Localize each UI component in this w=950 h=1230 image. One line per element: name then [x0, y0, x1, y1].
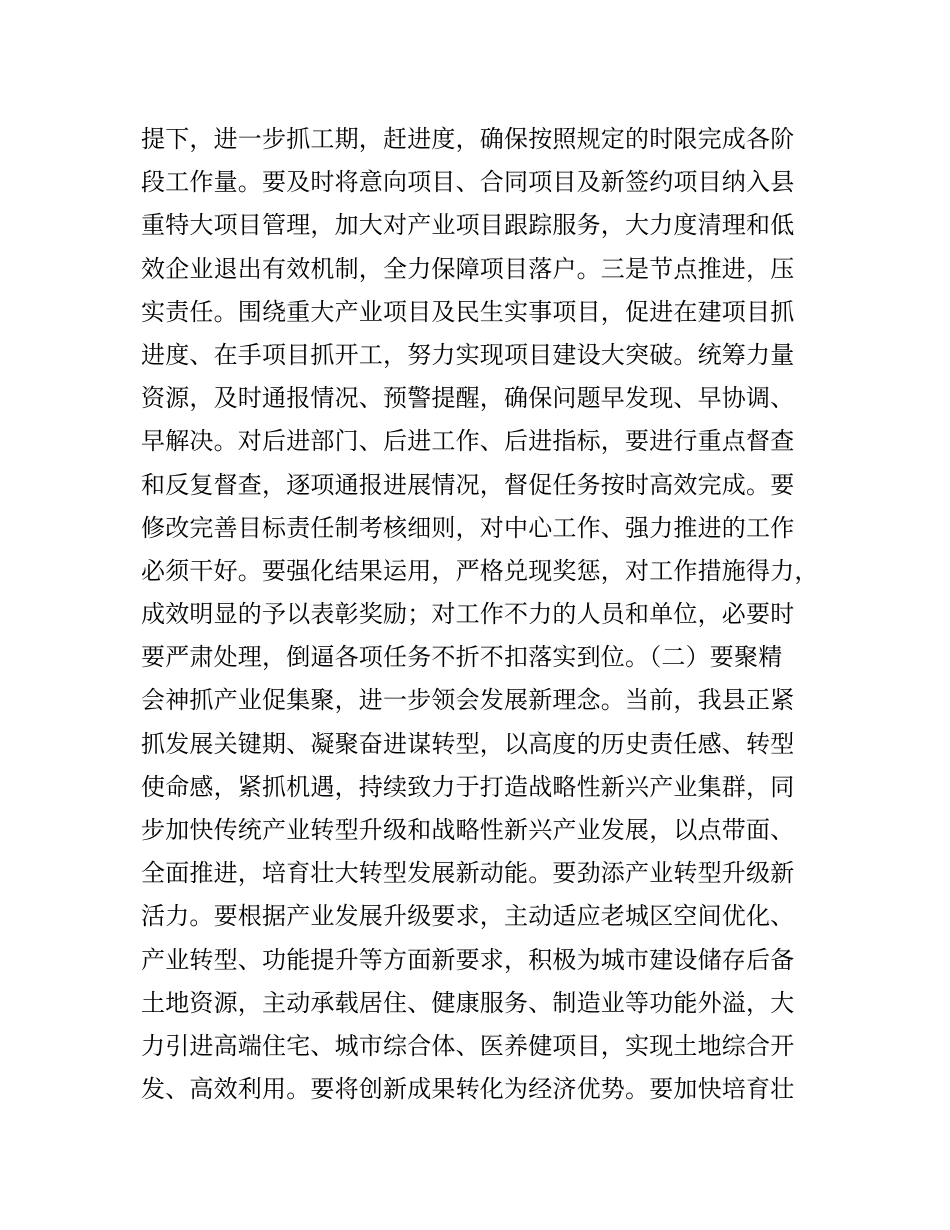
text-line: 修改完善目标责任制考核细则，对中心工作、强力推进的工作: [141, 513, 795, 542]
text-line: 早解决。对后进部门、后进工作、后进指标，要进行重点督查: [141, 427, 795, 456]
text-line: 提下，进一步抓工期，赶进度，确保按照规定的时限完成各阶: [141, 125, 795, 153]
text-line: 效企业退出有效机制，全力保障项目落户。三是节点推进，压: [141, 254, 795, 283]
text-line: 土地资源，主动承载居住、健康服务、制造业等功能外溢，大: [141, 988, 795, 1017]
text-line: 重特大项目管理，加大对产业项目跟踪服务，大力度清理和低: [141, 211, 795, 240]
text-line: 步加快传统产业转型升级和战略性新兴产业发展，以点带面、: [141, 816, 795, 844]
text-line: 全面推进，培育壮大转型发展新动能。要劲添产业转型升级新: [141, 859, 795, 888]
text-line: 和反复督查，逐项通报进展情况，督促任务按时高效完成。要: [141, 470, 795, 499]
text-line: 使命感，紧抓机遇，持续致力于打造战略性新兴产业集群，同: [141, 772, 795, 801]
text-line: 发、高效利用。要将创新成果转化为经济优势。要加快培育壮: [141, 1075, 795, 1104]
text-line: 要严肃处理，倒逼各项任务不折不扣落实到位。（二）要聚精: [141, 643, 783, 672]
text-line: 活力。要根据产业发展升级要求，主动适应老城区空间优化、: [141, 902, 795, 931]
text-line: 段工作量。要及时将意向项目、合同项目及新签约项目纳入县: [141, 168, 795, 197]
text-line: 抓发展关键期、凝聚奋进谋转型，以高度的历史责任感、转型: [141, 729, 795, 758]
text-line: 会神抓产业促集聚，进一步领会发展新理念。当前，我县正紧: [141, 686, 795, 715]
body-text: [141, 118, 841, 1111]
text-line: 产业转型、功能提升等方面新要求，积极为城市建设储存后备: [141, 945, 795, 974]
text-line: 必须干好。要强化结果运用，严格兑现奖惩，对工作措施得力，: [141, 556, 819, 585]
text-line: 成效明显的予以表彰奖励；对工作不力的人员和单位，必要时: [141, 600, 795, 629]
text-line: 力引进高端住宅、城市综合体、医养健项目，实现土地综合开: [141, 1031, 795, 1060]
text-line: 实责任。围绕重大产业项目及民生实事项目，促进在建项目抓: [141, 297, 795, 326]
text-line: 进度、在手项目抓开工，努力实现项目建设大突破。统筹力量: [141, 340, 795, 369]
text-line: 资源，及时通报情况、预警提醒，确保问题早发现、早协调、: [141, 384, 795, 413]
